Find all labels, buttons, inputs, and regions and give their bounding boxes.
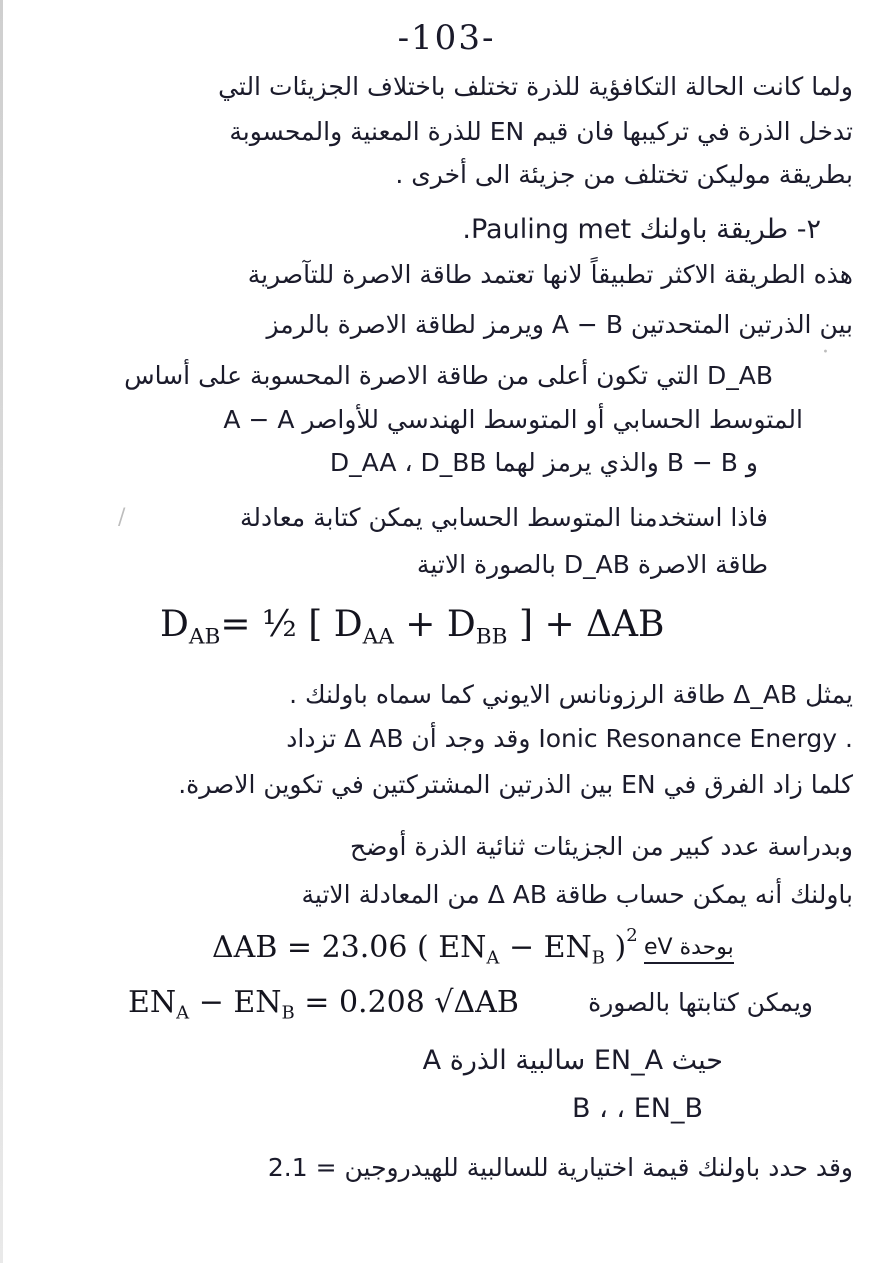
text-line: B ، ، EN_B [572, 1093, 703, 1124]
text-line: بين الذرتين المتحدتين A − B ويرمز لطاقة الاصرة بالرمز [266, 310, 853, 339]
margin-mark: · [822, 340, 829, 365]
text-line: تدخل الذرة في تركيبها فان قيم EN للذرة المعنية والمحسوبة [229, 117, 853, 146]
scan-edge [0, 0, 3, 1263]
text-line: بطريقة موليكن تختلف من جزيئة الى أخرى . [395, 160, 853, 189]
equation-ionic-resonance: ΔAB = 23.06 ( $EN_A - EN_B$ )$^2$ [212, 925, 638, 969]
text-line: . Ionic Resonance Energy وقد وجد أن Δ AB تزداد [286, 724, 853, 753]
text-line: ويمكن كتابتها بالصورة [588, 988, 813, 1017]
unit-label: بوحدة eV [644, 935, 734, 964]
text-line: D_AB التي تكون أعلى من طاقة الاصرة المحسوبة على أساس [124, 361, 773, 390]
text-line: هذه الطريقة الاكثر تطبيقاً لانها تعتمد طاقة الاصرة للتآصرية [247, 260, 853, 289]
equation-electronegativity: $EN_A - EN_B = 0.208$ √ΔAB [128, 985, 519, 1024]
text-line: حيث EN_A سالبية الذرة A [422, 1045, 723, 1076]
margin-mark: / [118, 505, 126, 530]
text-line: طاقة الاصرة D_AB بالصورة الاتية [416, 550, 768, 579]
text-line: باولنك أنه يمكن حساب طاقة Δ AB من المعادلة الاتية [301, 880, 853, 909]
text-line: المتوسط الحسابي أو المتوسط الهندسي للأواصر A − A [223, 405, 803, 434]
section-heading: ٢- طريقة باولنك Pauling met. [462, 214, 821, 245]
text-line: يمثل Δ_AB طاقة الرزونانس الايوني كما سماه باولنك . [289, 680, 853, 709]
text-line: وقد حدد باولنك قيمة اختيارية للسالبية للهيدروجين = 2.1 [267, 1153, 853, 1182]
text-line: فاذا استخدمنا المتوسط الحسابي يمكن كتابة معادلة [239, 503, 768, 532]
text-line: كلما زاد الفرق في EN بين الذرتين المشتركتين في تكوين الاصرة. [178, 770, 853, 799]
text-line: و B − B والذي يرمز لهما D_AA ، D_BB [329, 448, 758, 477]
text-line: ولما كانت الحالة التكافؤية للذرة تختلف باختلاف الجزيئات التي [218, 72, 853, 101]
text-line: وبدراسة عدد كبير من الجزيئات ثنائية الذرة أوضح [350, 832, 853, 861]
equation-bond-energy: $D_{AB}=$ ½ [ $D_{AA} + D_{BB}$ ] + ΔAB [160, 604, 665, 650]
page-number: -103- [397, 18, 496, 58]
